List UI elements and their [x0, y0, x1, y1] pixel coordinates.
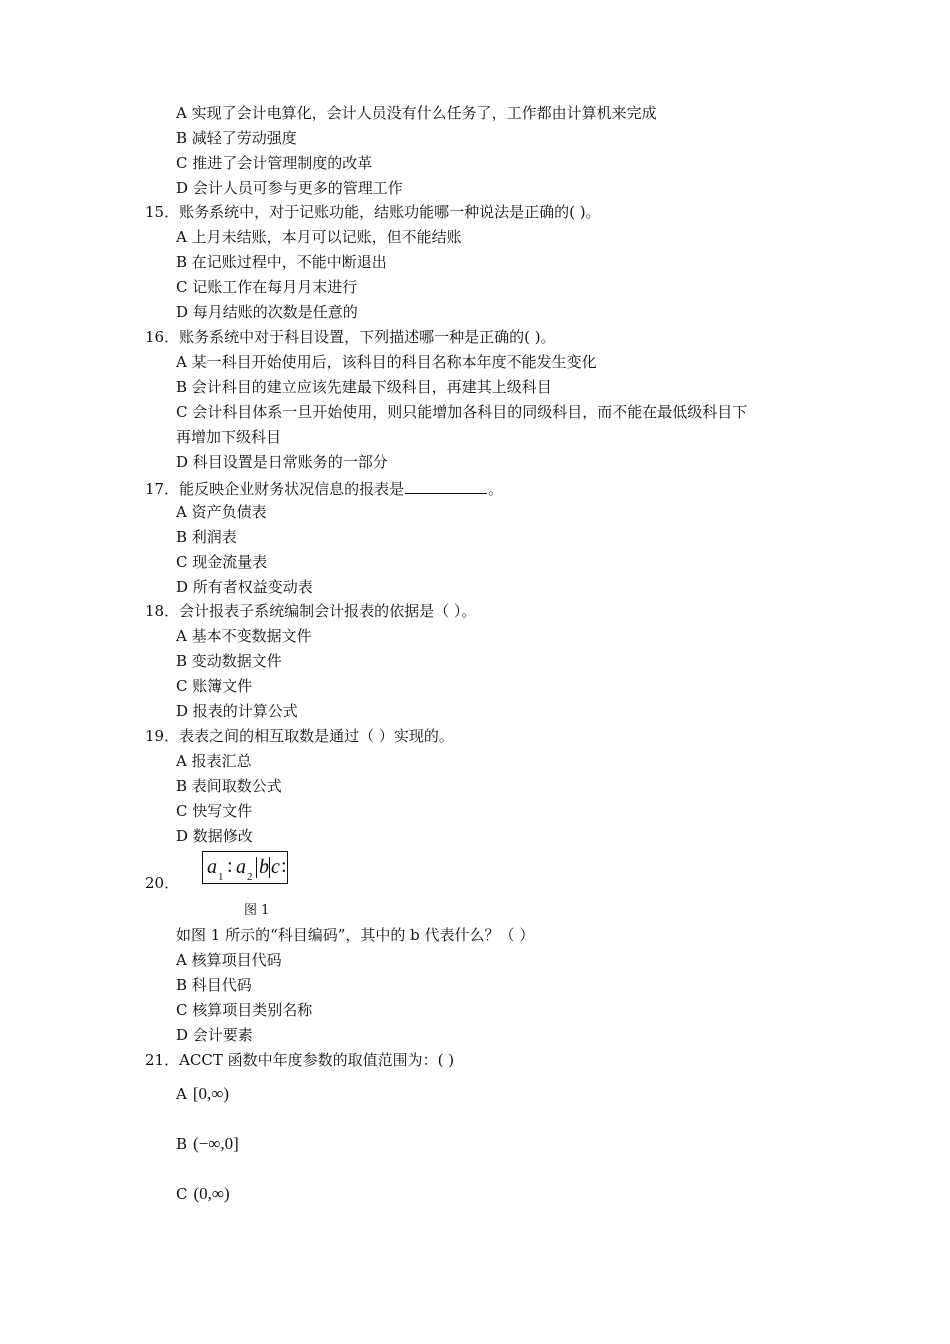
option-21-c-letter: C: [176, 1185, 188, 1203]
question-21-stem: 21．ACCT 函数中年度参数的取值范围为：( ): [145, 1051, 455, 1069]
option-15-d: D 每月结账的次数是任意的: [176, 303, 358, 321]
question-15-stem: 15．账务系统中，对于记账功能，结账功能哪一种说法是正确的( )。: [145, 203, 601, 221]
question-16-stem: 16．账务系统中对于科目设置，下列描述哪一种是正确的( )。: [145, 328, 556, 346]
option-18-c: C 账簿文件: [176, 677, 253, 695]
option-17-b: B 利润表: [176, 528, 237, 546]
question-17-stem-end: 。: [488, 480, 504, 498]
option-14-b: B 减轻了劳动强度: [176, 129, 297, 147]
option-21-c: [176, 1184, 230, 1204]
option-14-d: D 会计人员可参与更多的管理工作: [176, 179, 403, 197]
option-21-b-letter: B: [176, 1135, 188, 1153]
code-a1: a: [207, 856, 217, 878]
option-14-a: A 实现了会计电算化，会计人员没有什么任务了，工作都由计算机来完成: [176, 104, 657, 122]
question-19-stem: 19．表表之间的相互取数是通过（ ）实现的。: [145, 727, 454, 745]
option-15-b: B 在记账过程中，不能中断退出: [176, 253, 387, 271]
option-18-d: D 报表的计算公式: [176, 702, 298, 720]
question-17-stem: [145, 477, 503, 499]
option-17-d: D 所有者权益变动表: [176, 578, 313, 596]
question-17-stem-text: 17．能反映企业财务状况信息的报表是: [145, 480, 405, 498]
option-21-c-interval: (0,∞): [193, 1184, 230, 1203]
code-a1-subscript: 1: [218, 871, 224, 883]
option-21-b: [176, 1134, 239, 1154]
option-19-c: C 快写文件: [176, 802, 253, 820]
option-20-d: D 会计要素: [176, 1026, 253, 1044]
option-17-c: C 现金流量表: [176, 553, 268, 571]
option-19-b: B 表间取数公式: [176, 777, 282, 795]
option-21-a-letter: A: [176, 1085, 187, 1103]
option-17-a: A 资产负债表: [176, 503, 267, 521]
option-18-b: B 变动数据文件: [176, 652, 282, 670]
code-a2: a: [236, 856, 246, 878]
question-18-stem: 18．会计报表子系统编制会计报表的依据是（ ）。: [145, 602, 477, 620]
account-code-figure: [202, 851, 288, 884]
code-divider-1: [256, 857, 257, 878]
option-21-b-interval: (−∞,0]: [193, 1134, 239, 1153]
answer-blank: [405, 477, 487, 494]
code-colon-1: :: [227, 855, 233, 877]
option-20-b: B 科目代码: [176, 976, 252, 994]
option-15-a: A 上月未结账，本月可以记账，但不能结账: [176, 228, 462, 246]
option-21-a: [176, 1084, 229, 1104]
option-16-c: C 会计科目体系一旦开始使用，则只能增加各科目的同级科目，而不能在最低级科目下: [176, 403, 748, 421]
option-16-a: A 某一科目开始使用后，该科目的科目名称本年度不能发生变化: [176, 353, 597, 371]
question-20-stem: 如图 1 所示的“科目编码”，其中的 b 代表什么？（ ）: [176, 926, 535, 944]
option-14-c: C 推进了会计管理制度的改革: [176, 154, 373, 172]
option-19-d: D 数据修改: [176, 827, 253, 845]
option-19-a: A 报表汇总: [176, 752, 252, 770]
code-c: c: [271, 856, 280, 878]
code-a2-subscript: 2: [247, 871, 253, 883]
option-15-c: C 记账工作在每月月末进行: [176, 278, 358, 296]
option-20-c: C 核算项目类别名称: [176, 1001, 313, 1019]
option-18-a: A 基本不变数据文件: [176, 627, 312, 645]
question-20-number: 20．: [145, 874, 180, 892]
code-b: b: [259, 856, 269, 878]
option-16-d: D 科目设置是日常账务的一部分: [176, 453, 388, 471]
option-21-a-interval: [0,∞): [192, 1084, 230, 1103]
option-16-c-continued: 再增加下级科目: [176, 428, 282, 446]
option-16-b: B 会计科目的建立应该先建最下级科目，再建其上级科目: [176, 378, 552, 396]
figure-caption: 图 1: [244, 903, 270, 918]
code-divider-2: [269, 857, 270, 878]
option-20-a: A 核算项目代码: [176, 951, 282, 969]
code-colon-2: :: [281, 855, 287, 877]
